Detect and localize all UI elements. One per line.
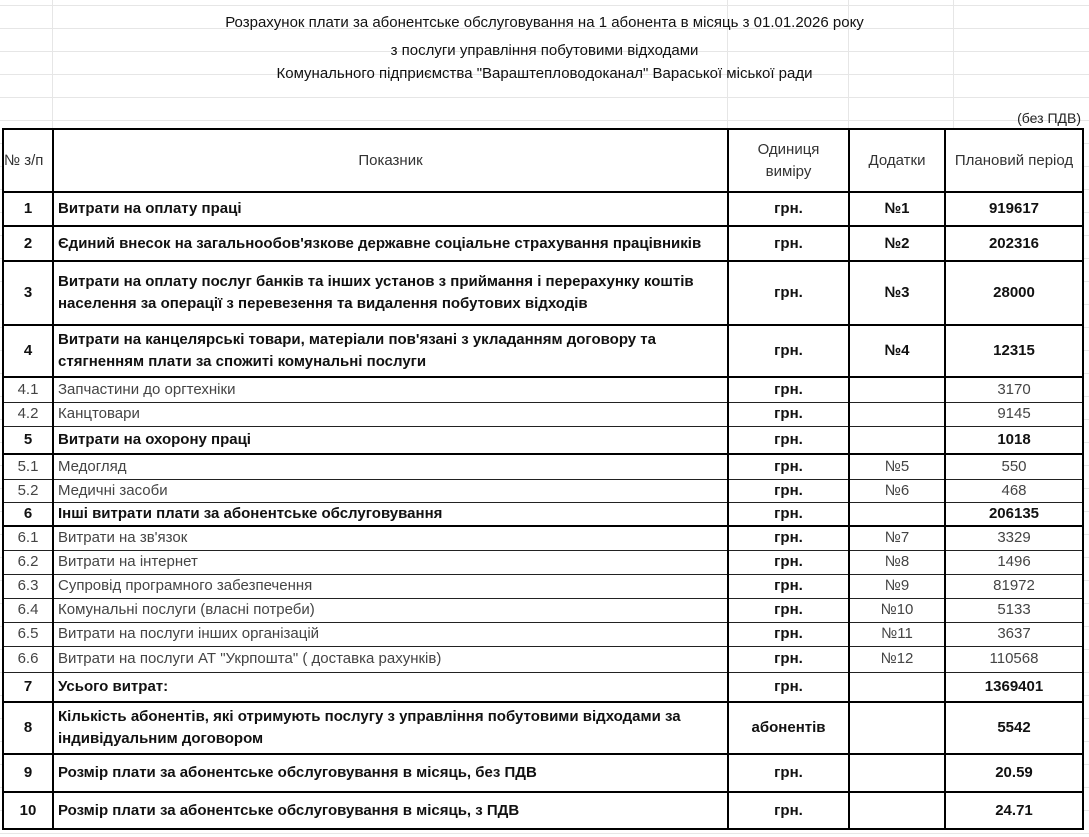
- row-appendix-cell[interactable]: №2: [849, 226, 945, 261]
- row-appendix-cell[interactable]: №11: [849, 622, 945, 646]
- cost-table: [2, 128, 1084, 830]
- row-number-cell[interactable]: 6.4: [3, 598, 53, 622]
- row-value-cell[interactable]: 5133: [945, 598, 1083, 622]
- row-unit-cell[interactable]: грн.: [728, 377, 849, 402]
- row-number-cell[interactable]: 7: [3, 672, 53, 702]
- table-row: [3, 454, 1083, 479]
- header-appendix[interactable]: Додатки: [849, 129, 945, 192]
- table-row: [3, 672, 1083, 702]
- row-value-cell[interactable]: 1018: [945, 426, 1083, 454]
- row-appendix-cell[interactable]: [849, 426, 945, 454]
- row-number-cell[interactable]: 5.1: [3, 454, 53, 479]
- row-appendix-cell[interactable]: [849, 702, 945, 754]
- row-unit-cell[interactable]: грн.: [728, 792, 849, 829]
- row-unit-cell[interactable]: грн.: [728, 754, 849, 792]
- row-number-cell[interactable]: 4.2: [3, 402, 53, 426]
- row-unit-cell[interactable]: грн.: [728, 402, 849, 426]
- row-number-cell[interactable]: 6.1: [3, 526, 53, 550]
- row-number-cell[interactable]: 4.1: [3, 377, 53, 402]
- row-unit-cell[interactable]: грн.: [728, 426, 849, 454]
- table-row: [3, 526, 1083, 550]
- row-number-cell[interactable]: 6: [3, 502, 53, 526]
- row-value-cell[interactable]: 468: [945, 479, 1083, 502]
- row-value-cell[interactable]: 3637: [945, 622, 1083, 646]
- row-value-cell[interactable]: 1369401: [945, 672, 1083, 702]
- table-row: [3, 792, 1083, 829]
- row-appendix-cell[interactable]: [849, 754, 945, 792]
- row-appendix-cell[interactable]: №4: [849, 325, 945, 377]
- row-unit-cell[interactable]: грн.: [728, 526, 849, 550]
- table-row: [3, 502, 1083, 526]
- row-appendix-cell[interactable]: №3: [849, 261, 945, 325]
- table-row: [3, 754, 1083, 792]
- row-value-cell[interactable]: 24.71: [945, 792, 1083, 829]
- row-indicator-cell[interactable]: Витрати на зв'язок: [53, 526, 728, 550]
- row-number-cell[interactable]: 6.5: [3, 622, 53, 646]
- table-row: [3, 479, 1083, 502]
- table-row: [3, 646, 1083, 672]
- table-row: [3, 192, 1083, 226]
- row-number-cell[interactable]: 4: [3, 325, 53, 377]
- table-row: [3, 325, 1083, 377]
- row-number-cell[interactable]: 10: [3, 792, 53, 829]
- row-indicator-cell[interactable]: Усього витрат:: [53, 672, 728, 702]
- row-number-cell[interactable]: 2: [3, 226, 53, 261]
- table-row: [3, 377, 1083, 402]
- row-value-cell[interactable]: 202316: [945, 226, 1083, 261]
- table-row: [3, 598, 1083, 622]
- table-row: [3, 702, 1083, 754]
- row-unit-cell[interactable]: грн.: [728, 622, 849, 646]
- row-value-cell[interactable]: 110568: [945, 646, 1083, 672]
- row-indicator-cell[interactable]: Витрати на послуги АТ "Укрпошта" ( доставка рахунків): [53, 646, 728, 672]
- row-indicator-cell[interactable]: Єдиний внесок на загальнообов'язкове державне соціальне страхування працівників: [53, 226, 728, 261]
- row-number-cell[interactable]: 5: [3, 426, 53, 454]
- row-indicator-cell[interactable]: Медичні засоби: [53, 479, 728, 502]
- row-indicator-cell[interactable]: Витрати на канцелярські товари, матеріали пов'язані з укладанням договору та стягненням плати за спожиті комунальні послуги: [53, 325, 728, 377]
- row-appendix-cell[interactable]: №5: [849, 454, 945, 479]
- header-number[interactable]: № з/п: [3, 129, 53, 192]
- row-value-cell[interactable]: 3170: [945, 377, 1083, 402]
- vat-note: (без ПДВ): [1017, 110, 1081, 126]
- row-value-cell[interactable]: 550: [945, 454, 1083, 479]
- row-indicator-cell[interactable]: Розмір плати за абонентське обслуговування в місяць, з ПДВ: [53, 792, 728, 829]
- row-unit-cell[interactable]: абонентів: [728, 702, 849, 754]
- row-value-cell[interactable]: 20.59: [945, 754, 1083, 792]
- table-row: [3, 622, 1083, 646]
- row-value-cell[interactable]: 1496: [945, 550, 1083, 574]
- row-appendix-cell[interactable]: №12: [849, 646, 945, 672]
- row-value-cell[interactable]: 81972: [945, 574, 1083, 598]
- row-appendix-cell[interactable]: №9: [849, 574, 945, 598]
- row-indicator-cell[interactable]: Комунальні послуги (власні потреби): [53, 598, 728, 622]
- row-indicator-cell[interactable]: Витрати на інтернет: [53, 550, 728, 574]
- header-unit[interactable]: Одиниця виміру: [728, 129, 849, 192]
- table-row: [3, 426, 1083, 454]
- header-indicator[interactable]: Показник: [53, 129, 728, 192]
- table-row: [3, 402, 1083, 426]
- row-appendix-cell[interactable]: №10: [849, 598, 945, 622]
- row-number-cell[interactable]: 6.3: [3, 574, 53, 598]
- table-row: [3, 574, 1083, 598]
- row-number-cell[interactable]: 6.6: [3, 646, 53, 672]
- table-row: [3, 226, 1083, 261]
- row-value-cell[interactable]: 28000: [945, 261, 1083, 325]
- row-appendix-cell[interactable]: [849, 502, 945, 526]
- title-line-3: Комунального підприємства "Вараштепловодоканал" Вараської міської ради: [276, 65, 813, 82]
- row-number-cell[interactable]: 3: [3, 261, 53, 325]
- row-unit-cell[interactable]: грн.: [728, 598, 849, 622]
- row-unit-cell[interactable]: грн.: [728, 325, 849, 377]
- row-indicator-cell[interactable]: Витрати на послуги інших організацій: [53, 622, 728, 646]
- row-unit-cell[interactable]: грн.: [728, 261, 849, 325]
- header-planned[interactable]: Плановий період: [945, 129, 1083, 192]
- row-appendix-cell[interactable]: [849, 377, 945, 402]
- row-indicator-cell[interactable]: Кількість абонентів, які отримують послугу з управління побутовими відходами за індивідуальним договором: [53, 702, 728, 754]
- row-number-cell[interactable]: 5.2: [3, 479, 53, 502]
- row-value-cell[interactable]: 12315: [945, 325, 1083, 377]
- row-unit-cell[interactable]: грн.: [728, 550, 849, 574]
- row-number-cell[interactable]: 1: [3, 192, 53, 226]
- row-unit-cell[interactable]: грн.: [728, 479, 849, 502]
- row-appendix-cell[interactable]: [849, 402, 945, 426]
- row-unit-cell[interactable]: грн.: [728, 226, 849, 261]
- row-value-cell[interactable]: 919617: [945, 192, 1083, 226]
- row-value-cell[interactable]: 9145: [945, 402, 1083, 426]
- row-indicator-cell[interactable]: Інші витрати плати за абонентське обслуговування: [53, 502, 728, 526]
- row-unit-cell[interactable]: грн.: [728, 502, 849, 526]
- row-appendix-cell[interactable]: [849, 792, 945, 829]
- row-indicator-cell[interactable]: Запчастини до оргтехніки: [53, 377, 728, 402]
- row-indicator-cell[interactable]: Витрати на охорону праці: [53, 426, 728, 454]
- table-row: [3, 550, 1083, 574]
- row-number-cell[interactable]: 6.2: [3, 550, 53, 574]
- row-number-cell[interactable]: 9: [3, 754, 53, 792]
- row-unit-cell[interactable]: грн.: [728, 672, 849, 702]
- row-indicator-cell[interactable]: Канцтовари: [53, 402, 728, 426]
- row-indicator-cell[interactable]: Витрати на оплату послуг банків та інших установ з приймання і перерахунку коштів населення за операції з перевезення та видалення побутових відходів: [53, 261, 728, 325]
- title-line-1: Розрахунок плати за абонентське обслуговування на 1 абонента в місяць з 01.01.2026 року: [225, 14, 864, 31]
- row-indicator-cell[interactable]: Супровід програмного забезпечення: [53, 574, 728, 598]
- row-indicator-cell[interactable]: Медогляд: [53, 454, 728, 479]
- row-unit-cell[interactable]: грн.: [728, 192, 849, 226]
- row-appendix-cell[interactable]: №7: [849, 526, 945, 550]
- row-appendix-cell[interactable]: №1: [849, 192, 945, 226]
- row-indicator-cell[interactable]: Витрати на оплату праці: [53, 192, 728, 226]
- row-appendix-cell[interactable]: [849, 672, 945, 702]
- title-line-2: з послуги управління побутовими відходами: [390, 42, 699, 59]
- table-row: [3, 261, 1083, 325]
- row-number-cell[interactable]: 8: [3, 702, 53, 754]
- row-value-cell[interactable]: 206135: [945, 502, 1083, 526]
- row-value-cell[interactable]: 5542: [945, 702, 1083, 754]
- header-row: [3, 129, 1083, 192]
- row-indicator-cell[interactable]: Розмір плати за абонентське обслуговування в місяць, без ПДВ: [53, 754, 728, 792]
- row-appendix-cell[interactable]: №6: [849, 479, 945, 502]
- row-unit-cell[interactable]: грн.: [728, 454, 849, 479]
- row-appendix-cell[interactable]: №8: [849, 550, 945, 574]
- row-value-cell[interactable]: 3329: [945, 526, 1083, 550]
- row-unit-cell[interactable]: грн.: [728, 646, 849, 672]
- row-unit-cell[interactable]: грн.: [728, 574, 849, 598]
